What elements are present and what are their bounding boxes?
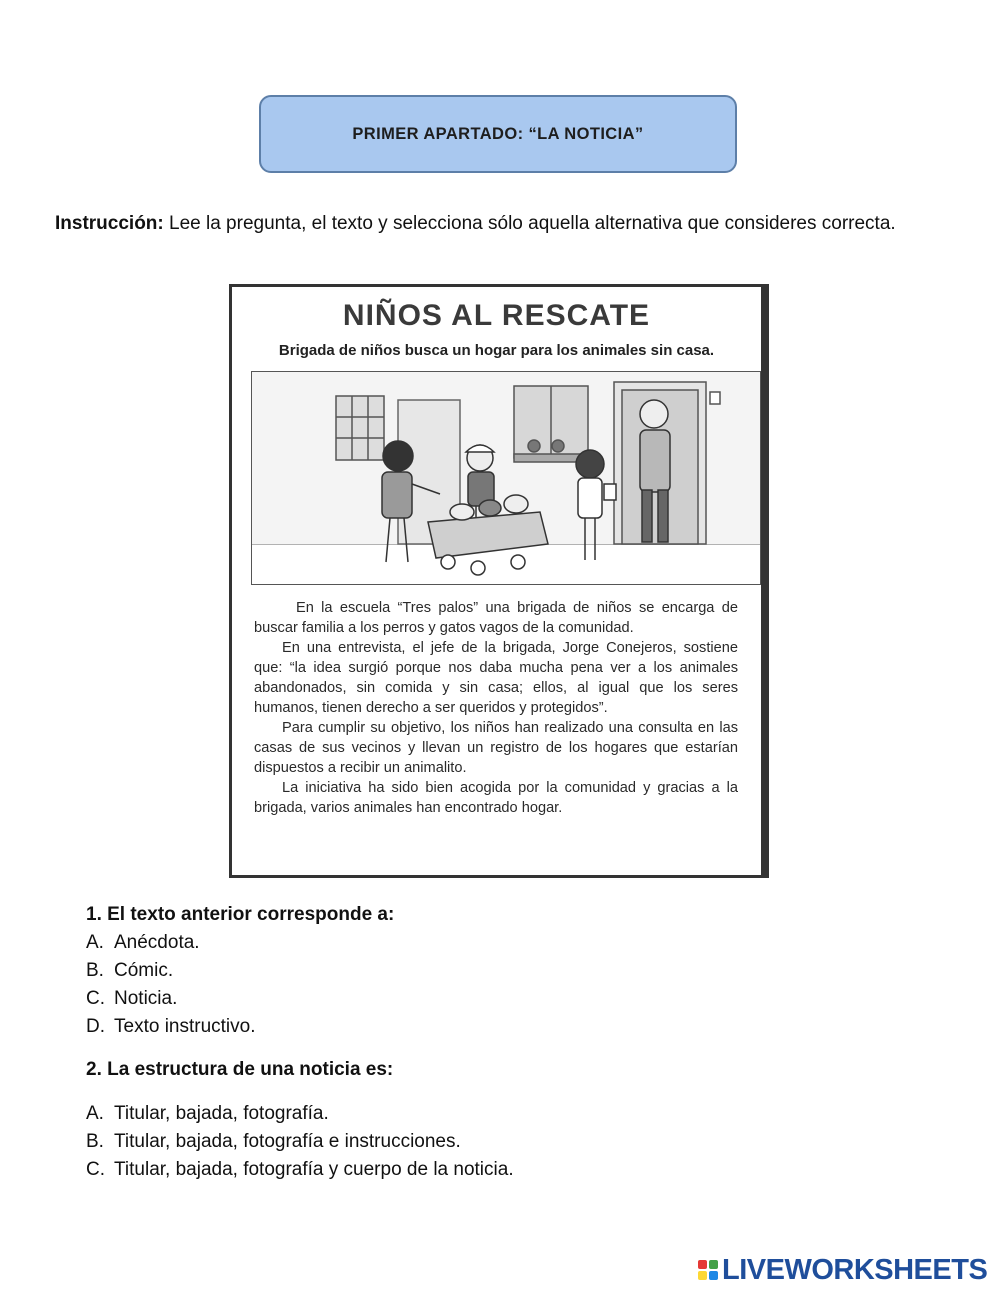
option-letter: D. — [86, 1016, 105, 1037]
article-headline: NIÑOS AL RESCATE — [342, 299, 651, 332]
article-body — [254, 598, 738, 818]
window-left — [336, 396, 384, 460]
article-subheadline: Brigada de niños busca un hogar para los animales sin casa. — [278, 342, 715, 359]
option-text: Titular, bajada, fotografía y cuerpo de la noticia. — [114, 1159, 514, 1180]
answer-option[interactable] — [86, 985, 394, 1013]
question-1 — [86, 901, 394, 1041]
children-rescue-illustration — [252, 372, 761, 585]
window-middle — [514, 386, 588, 462]
logo-block — [698, 1260, 707, 1269]
answer-option[interactable] — [86, 1100, 514, 1128]
article-paragraph: En una entrevista, el jefe de la brigada, Jorge Conejeros, sostiene que: “la idea surgió porque nos daba mucha pena ver a los animales abandonados, sin comida y sin casa; ellos, al igual que los seres humanos, tienen derecho a ser queridos y protegidos”. — [254, 640, 738, 716]
answer-option[interactable] — [86, 957, 394, 985]
article-paragraph: En la escuela “Tres palos” una brigada de niños se encarga de buscar familia a los perros y gatos vagos de la comunidad. — [254, 600, 738, 636]
news-article — [229, 284, 769, 878]
answer-option[interactable] — [86, 1156, 514, 1184]
option-text: Titular, bajada, fotografía. — [114, 1103, 329, 1124]
option-letter: A. — [86, 932, 104, 953]
instruction-label: Instrucción: — [55, 213, 164, 234]
question-2 — [86, 1056, 514, 1184]
article-illustration — [251, 371, 761, 585]
question-1-options — [86, 929, 394, 1041]
liveworksheets-blocks-icon — [698, 1260, 718, 1280]
article-paragraph: La iniciativa ha sido bien acogida por la comunidad y gracias a la brigada, varios animales han encontrado hogar. — [254, 780, 738, 816]
article-paragraph: Para cumplir su objetivo, los niños han realizado una consulta en las casas de sus vecinos y llevan un registro de los hogares que estarían dispuestos a recibir un animalito. — [254, 720, 738, 776]
question-1-title: 1. El texto anterior corresponde a: — [86, 904, 395, 925]
question-2-title: 2. La estructura de una noticia es: — [86, 1059, 394, 1080]
question-2-options — [86, 1100, 514, 1184]
option-text: Anécdota. — [114, 932, 200, 953]
instruction — [55, 212, 935, 236]
instruction-text: Lee la pregunta, el texto y selecciona sólo aquella alternativa que consideres correcta. — [163, 213, 896, 234]
liveworksheets-logo[interactable] — [698, 1253, 988, 1286]
option-letter: C. — [86, 1159, 105, 1180]
option-text: Titular, bajada, fotografía e instrucciones. — [114, 1131, 461, 1152]
option-letter: C. — [86, 988, 105, 1009]
answer-option[interactable] — [86, 1128, 514, 1156]
answer-option[interactable] — [86, 1013, 394, 1041]
section-header — [259, 95, 737, 173]
option-text: Texto instructivo. — [114, 1016, 256, 1037]
logo-block — [709, 1271, 718, 1280]
option-text: Noticia. — [114, 988, 178, 1009]
section-header-title: PRIMER APARTADO: “LA NOTICIA” — [352, 124, 644, 143]
logo-text: LIVEWORKSHEETS — [722, 1253, 988, 1286]
answer-option[interactable] — [86, 929, 394, 957]
logo-block — [709, 1260, 718, 1269]
option-letter: B. — [86, 1131, 104, 1152]
option-letter: A. — [86, 1103, 104, 1124]
logo-block — [698, 1271, 707, 1280]
option-letter: B. — [86, 960, 104, 981]
option-text: Cómic. — [114, 960, 174, 981]
